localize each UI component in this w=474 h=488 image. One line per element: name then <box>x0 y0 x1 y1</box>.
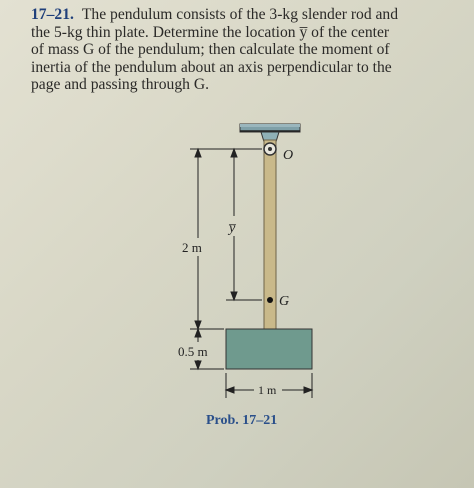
problem-line-4: inertia of the pendulum about an axis perpendicular to the <box>31 58 392 76</box>
rod-length-label: 2 m <box>182 240 202 255</box>
thin-plate <box>226 329 312 369</box>
center-of-mass-dot <box>267 297 273 303</box>
pin-label: O <box>283 148 294 163</box>
rod-length-dimension <box>190 149 262 329</box>
ybar-label: y̅ <box>229 221 236 236</box>
problem-line-2: the 5-kg thin plate. Determine the location y̅ of the center <box>31 23 390 41</box>
plate-height-label: 0.5 m <box>178 344 208 359</box>
problem-line-3: of mass G of the pendulum; then calculate the moment of <box>31 41 390 59</box>
plate-width-label: 1 m <box>258 383 277 397</box>
center-of-mass-label: G <box>279 294 290 309</box>
problem-number: 17–21. <box>31 6 74 23</box>
figure-caption: Prob. 17–21 <box>206 413 278 428</box>
problem-line-5: page and passing through G. <box>31 76 209 94</box>
problem-line-1: The pendulum consists of the 3-kg slender rod and <box>81 6 399 23</box>
